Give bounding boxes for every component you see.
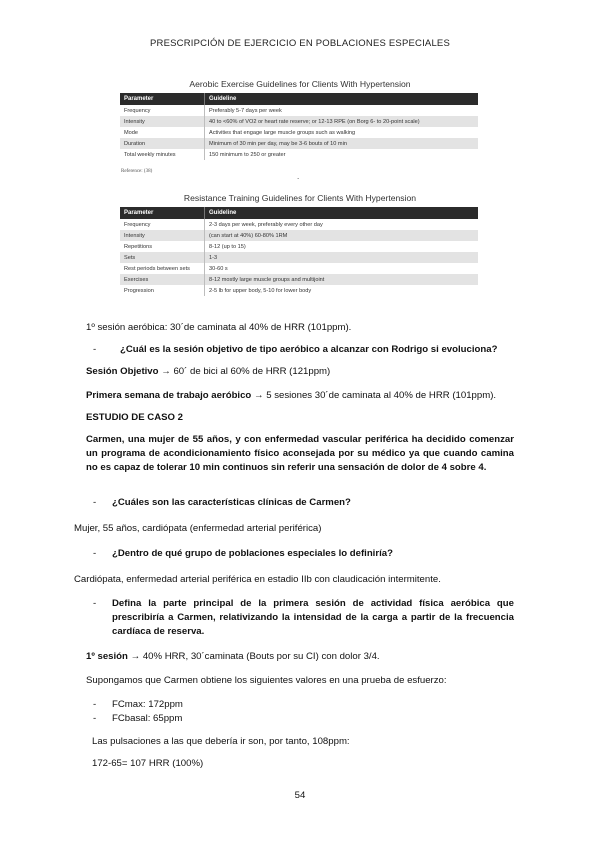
- table-cell: 40 to <60% of VO2 or heart rate reserve; or 12-13 RPE (on Borg 6- to 20-point scale): [205, 116, 479, 127]
- table-row: [120, 127, 478, 138]
- aerobic-table-title: Aerobic Exercise Guidelines for Clients With Hypertension: [189, 79, 411, 89]
- fcbasal-value: FCbasal: 65ppm: [112, 713, 183, 724]
- table-cell: 8-12 mostly large muscle groups and multijoint: [205, 274, 479, 285]
- table-cell: 1-3: [205, 252, 479, 263]
- resistance-table-title: Resistance Training Guidelines for Clients With Hypertension: [183, 193, 417, 203]
- table-row: [120, 274, 478, 285]
- table-cell: Intensity: [120, 230, 205, 241]
- objective-session-line: [86, 365, 330, 379]
- column-header: Guideline: [205, 93, 479, 105]
- table-cell: 150 minimum to 250 or greater: [209, 151, 286, 158]
- table-reference: Reference: (38): [121, 169, 153, 174]
- first-aerobic-session-line: 1º sesión aeróbica: 30´de caminata al 40% de HRR (101ppm).: [86, 322, 352, 333]
- table-row: [120, 263, 478, 274]
- objective-session-text: → 60´ de bici al 60% de HRR (121ppm): [161, 366, 331, 377]
- table-row: [120, 230, 478, 241]
- table-cell: Rest periods between sets: [120, 263, 205, 274]
- case-study-title: ESTUDIO DE CASO 2: [86, 412, 184, 423]
- fcmax-value: FCmax: 172ppm: [112, 699, 183, 710]
- table-cell: Total weekly minutes: [120, 149, 205, 160]
- table-cell: Activities that engage large muscle groups such as walking: [209, 129, 356, 136]
- table-cell: Intensity: [120, 116, 205, 127]
- list-dash: -: [93, 713, 97, 724]
- table-cell: Mode: [120, 127, 205, 138]
- table-cell: Frequency: [120, 219, 205, 230]
- first-week-line: [86, 389, 496, 403]
- stress-test-intro: Supongamos que Carmen obtiene los siguientes valores en una prueba de esfuerzo:: [86, 675, 447, 686]
- column-header: Parameter: [120, 93, 205, 105]
- table-cell: Frequency: [120, 105, 205, 116]
- question-first-session: Defina la parte principal de la primera sesión de actividad física aeróbica que prescribiría a Carmen, relativizando la intensidad de la carga a partir de la frecuencia cardíaca de reserva.: [112, 598, 514, 637]
- table-row: [120, 285, 478, 296]
- table-cell: 8-12 (up to 15): [209, 243, 246, 250]
- table-cell: Preferably 5-7 days per week: [209, 107, 282, 114]
- first-week-text: → 5 sesiones 30´de caminata al 40% de HRR (101ppm).: [253, 390, 497, 401]
- table-row: [120, 241, 478, 252]
- answer-special-population: Cardiópata, enfermedad arterial periférica en estadio IIb con claudicación intermitente.: [74, 574, 441, 585]
- answer-clinical-characteristics: Mujer, 55 años, cardiópata (enfermedad arterial periférica): [74, 523, 322, 534]
- first-session-text: → 40% HRR, 30´caminata (Bouts por su CI) con dolor 3/4.: [130, 651, 380, 662]
- target-pulse-line: Las pulsaciones a las que debería ir son, por tanto, 108ppm:: [92, 736, 350, 747]
- first-session-line: [86, 650, 380, 664]
- column-header: Guideline: [205, 207, 479, 219]
- page-number: 54: [294, 790, 306, 801]
- aerobic-guidelines-table: [120, 93, 478, 160]
- table-row: [120, 252, 478, 263]
- question-objective-session: ¿Cuál es la sesión objetivo de tipo aeróbico a alcanzar con Rodrigo si evoluciona?: [120, 344, 498, 355]
- list-dash: -: [93, 598, 97, 609]
- table-cell: Exercises: [120, 274, 205, 285]
- running-header: PRESCRIPCIÓN DE EJERCICIO EN POBLACIONES ESPECIALES: [149, 38, 451, 49]
- table-row: [120, 116, 478, 127]
- table-row: [120, 149, 478, 160]
- table-row: [120, 138, 478, 149]
- hrr-calculation: 172-65= 107 HRR (100%): [92, 758, 204, 769]
- objective-session-label: Sesión Objetivo: [86, 366, 159, 377]
- table-cell: Repetitions: [120, 241, 205, 252]
- first-week-label: Primera semana de trabajo aeróbico: [86, 390, 252, 401]
- first-session-label: 1º sesión: [86, 651, 128, 662]
- separator-dot: .: [297, 172, 300, 181]
- table-cell: (can start at 40%) 60-80% 1RM: [205, 230, 479, 241]
- table-row: [120, 105, 478, 116]
- question-special-population: ¿Dentro de qué grupo de poblaciones especiales lo definiría?: [112, 548, 393, 559]
- table-cell: 2-5 lb for upper body, 5-10 for lower body: [209, 287, 312, 294]
- case-study-description: Carmen, una mujer de 55 años, y con enfermedad vascular periférica ha decidido comenzar un programa de acondicionamiento físico aconsejada por su médico ya que cuando camina no es capaz de tolerar 10 min continuos sin referir una sensación de dolor de 4 sobre 4.: [86, 434, 514, 473]
- list-dash: -: [93, 344, 97, 355]
- table-cell: Duration: [120, 138, 205, 149]
- list-dash: -: [93, 699, 97, 710]
- table-cell: 2-3 days per week, preferably every other day: [209, 221, 323, 228]
- table-cell: Progression: [120, 285, 205, 296]
- question-clinical-characteristics: ¿Cuáles son las características clínicas de Carmen?: [112, 497, 351, 508]
- table-header-row: [120, 207, 478, 219]
- column-header: Parameter: [120, 207, 205, 219]
- list-dash: -: [93, 497, 97, 508]
- table-row: [120, 219, 478, 230]
- resistance-guidelines-table: [120, 207, 478, 296]
- table-cell: 30-60 s: [209, 265, 228, 272]
- table-header-row: [120, 93, 478, 105]
- list-dash: -: [93, 548, 97, 559]
- table-cell: Minimum of 30 min per day, may be 3-6 bouts of 10 min: [205, 138, 479, 149]
- table-cell: Sets: [120, 252, 205, 263]
